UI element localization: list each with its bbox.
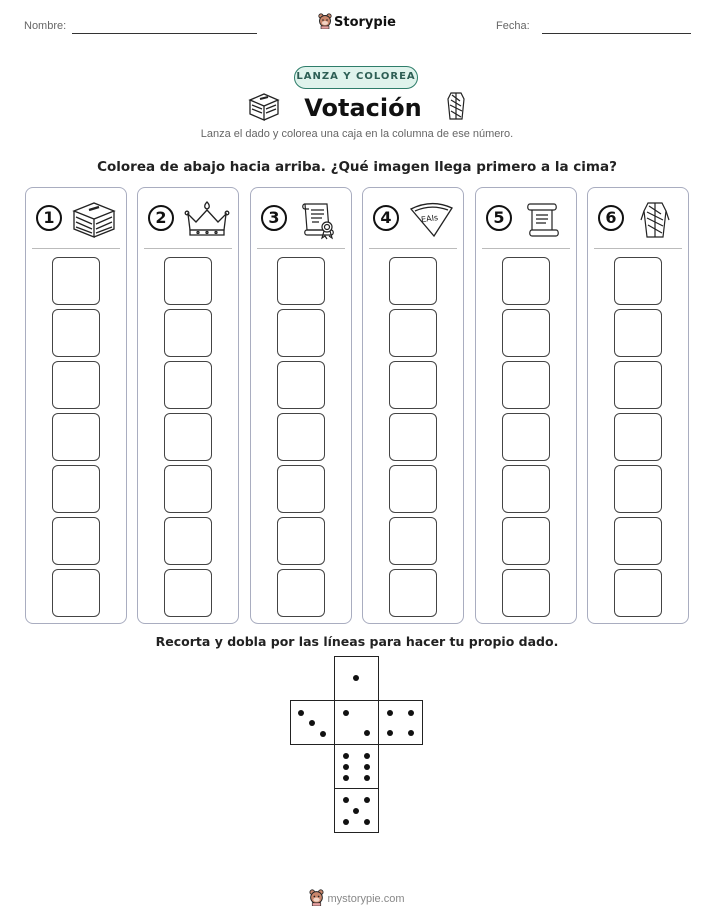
pip bbox=[343, 775, 349, 781]
column-number: 1 bbox=[36, 205, 62, 231]
column-number: 4 bbox=[373, 205, 399, 231]
footer bbox=[0, 889, 714, 909]
color-box[interactable] bbox=[52, 309, 100, 357]
color-box[interactable] bbox=[277, 465, 325, 513]
pip bbox=[353, 675, 359, 681]
pip bbox=[364, 730, 370, 736]
color-box[interactable] bbox=[164, 361, 212, 409]
column-number: 2 bbox=[148, 205, 174, 231]
color-box[interactable] bbox=[614, 465, 662, 513]
die-face-two bbox=[334, 700, 379, 745]
color-box[interactable] bbox=[164, 569, 212, 617]
footer-url[interactable]: mystorypie.com bbox=[327, 893, 405, 905]
pip bbox=[387, 730, 393, 736]
color-box[interactable] bbox=[164, 413, 212, 461]
color-box[interactable] bbox=[277, 517, 325, 565]
bear-logo-icon bbox=[309, 889, 324, 909]
color-box[interactable] bbox=[614, 257, 662, 305]
pip bbox=[320, 731, 326, 737]
column-header bbox=[369, 188, 457, 249]
pip bbox=[364, 819, 370, 825]
scroll-with-seal-icon bbox=[295, 200, 341, 244]
color-box[interactable] bbox=[389, 257, 437, 305]
column-3 bbox=[250, 187, 352, 624]
color-box[interactable] bbox=[277, 413, 325, 461]
color-box[interactable] bbox=[52, 569, 100, 617]
color-box[interactable] bbox=[614, 569, 662, 617]
die-face-one bbox=[334, 656, 379, 701]
column-header bbox=[482, 188, 570, 249]
pip bbox=[364, 753, 370, 759]
color-box[interactable] bbox=[52, 517, 100, 565]
column-1 bbox=[25, 187, 127, 624]
pottery-shard-icon bbox=[407, 200, 455, 242]
color-box[interactable] bbox=[614, 309, 662, 357]
ballot-box-icon bbox=[247, 91, 281, 125]
pip bbox=[343, 710, 349, 716]
pip bbox=[353, 808, 359, 814]
column-number: 3 bbox=[261, 205, 287, 231]
date-label: Fecha: bbox=[496, 20, 530, 32]
pip bbox=[343, 753, 349, 759]
die-face-three bbox=[290, 700, 335, 745]
pip bbox=[343, 797, 349, 803]
pip bbox=[298, 710, 304, 716]
die-face-four bbox=[378, 700, 423, 745]
color-box[interactable] bbox=[389, 361, 437, 409]
color-box[interactable] bbox=[277, 257, 325, 305]
color-box[interactable] bbox=[614, 517, 662, 565]
color-box[interactable] bbox=[277, 309, 325, 357]
die-face-five bbox=[334, 788, 379, 833]
color-box[interactable] bbox=[389, 569, 437, 617]
column-4 bbox=[362, 187, 464, 624]
color-box[interactable] bbox=[502, 361, 550, 409]
column-5 bbox=[475, 187, 577, 624]
dice-instruction: Recorta y dobla por las líneas para hacer tu propio dado. bbox=[155, 634, 559, 649]
color-box[interactable] bbox=[502, 413, 550, 461]
bear-logo-icon bbox=[318, 13, 332, 33]
color-box[interactable] bbox=[502, 517, 550, 565]
color-box[interactable] bbox=[502, 309, 550, 357]
pip bbox=[343, 819, 349, 825]
column-header bbox=[32, 188, 120, 249]
pip bbox=[408, 710, 414, 716]
color-box[interactable] bbox=[52, 413, 100, 461]
crown-icon bbox=[182, 200, 232, 242]
color-box[interactable] bbox=[277, 361, 325, 409]
color-box[interactable] bbox=[614, 413, 662, 461]
color-box[interactable] bbox=[389, 413, 437, 461]
color-box[interactable] bbox=[389, 309, 437, 357]
color-box[interactable] bbox=[614, 361, 662, 409]
color-box[interactable] bbox=[502, 465, 550, 513]
subtitle: Lanza el dado y colorea una caja en la columna de ese número. bbox=[200, 128, 514, 140]
color-box[interactable] bbox=[389, 465, 437, 513]
column-number: 6 bbox=[598, 205, 624, 231]
pip bbox=[364, 764, 370, 770]
name-label: Nombre: bbox=[24, 20, 67, 32]
pip bbox=[364, 775, 370, 781]
column-header bbox=[144, 188, 232, 249]
page-title: Votación bbox=[304, 94, 422, 122]
ballot-box-icon bbox=[70, 200, 118, 242]
color-box[interactable] bbox=[164, 257, 212, 305]
color-box[interactable] bbox=[277, 569, 325, 617]
color-box[interactable] bbox=[389, 517, 437, 565]
toga-icon bbox=[640, 200, 670, 244]
pip bbox=[387, 710, 393, 716]
color-box[interactable] bbox=[52, 465, 100, 513]
toga-icon bbox=[445, 91, 467, 125]
color-box[interactable] bbox=[164, 517, 212, 565]
column-header bbox=[594, 188, 682, 249]
die-face-six bbox=[334, 744, 379, 789]
color-box[interactable] bbox=[502, 569, 550, 617]
column-header bbox=[257, 188, 345, 249]
scroll-icon bbox=[520, 200, 566, 244]
shard-text: EAIs bbox=[420, 213, 439, 225]
column-6 bbox=[587, 187, 689, 624]
name-write-line[interactable] bbox=[72, 33, 257, 34]
date-write-line[interactable] bbox=[542, 33, 691, 34]
pip bbox=[343, 764, 349, 770]
pip bbox=[309, 720, 315, 726]
color-box[interactable] bbox=[502, 257, 550, 305]
pip bbox=[364, 797, 370, 803]
color-box[interactable] bbox=[164, 309, 212, 357]
column-2 bbox=[137, 187, 239, 624]
title-row bbox=[0, 91, 714, 125]
brand-name: Storypie bbox=[334, 15, 396, 30]
pip bbox=[408, 730, 414, 736]
instruction-text: Colorea de abajo hacia arriba. ¿Qué imagen llega primero a la cima? bbox=[97, 159, 617, 175]
color-box[interactable] bbox=[52, 361, 100, 409]
color-box[interactable] bbox=[164, 465, 212, 513]
column-number: 5 bbox=[486, 205, 512, 231]
brand-logo bbox=[0, 13, 714, 33]
color-box[interactable] bbox=[52, 257, 100, 305]
activity-badge: LANZA Y COLOREA bbox=[294, 66, 418, 89]
